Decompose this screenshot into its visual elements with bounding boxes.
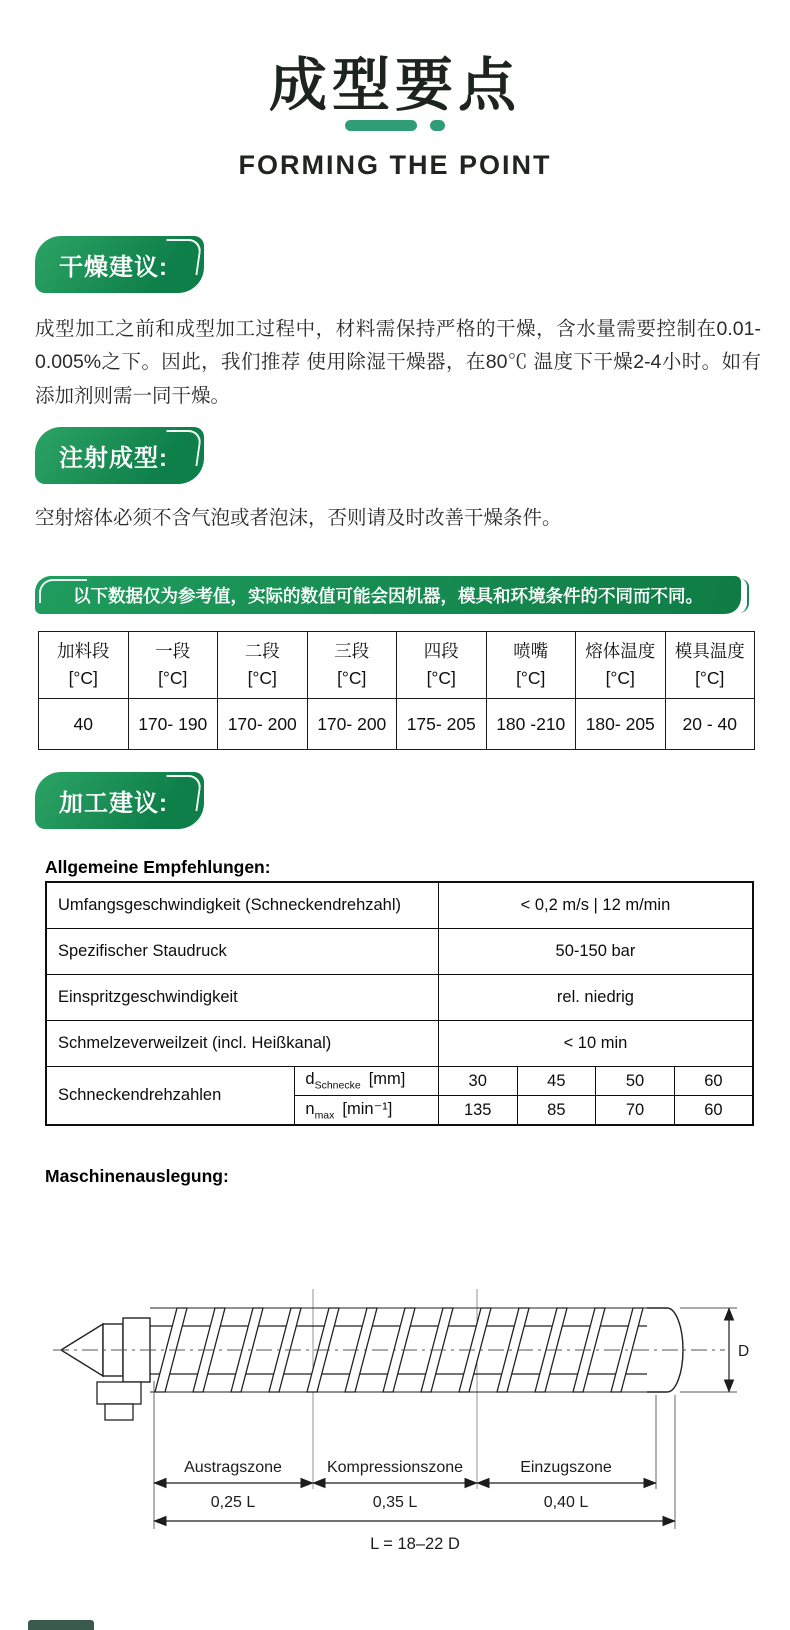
injection-paragraph: 空射熔体必须不含气泡或者泡沫，否则请及时改善干燥条件。 (35, 506, 562, 529)
next-section-partial (28, 1620, 94, 1630)
temp-col-header: 一段 [°C] (128, 632, 218, 699)
divider-dot-icon (430, 120, 445, 131)
recommendation-label: Einspritzgeschwindigkeit (46, 975, 438, 1021)
screw-diagram (35, 1283, 755, 1561)
processing-section-badge (35, 772, 204, 829)
screw-step-block (97, 1382, 141, 1404)
temp-value: 170- 200 (307, 699, 397, 750)
recommendation-value: 50-150 bar (438, 929, 753, 975)
machine-layout-heading: Maschinenauslegung: (45, 1166, 229, 1186)
temp-col-header: 喷嘴 [°C] (486, 632, 576, 699)
screw-rpm-value: 60 (674, 1096, 753, 1126)
temp-value: 180 -210 (486, 699, 576, 750)
screw-speeds-label: Schneckendrehzahlen (46, 1067, 295, 1126)
screw-diameter-value: 50 (596, 1067, 675, 1096)
screw-diameter-value: 60 (674, 1067, 753, 1096)
temperature-header-row (39, 632, 755, 699)
page-subtitle: FORMING THE POINT (238, 150, 552, 180)
recommendation-label: Schmelzeverweilzeit (incl. Heißkanal) (46, 1021, 438, 1067)
processing-badge-label: 加工建议: (59, 790, 168, 817)
temp-col-header: 熔体温度 [°C] (576, 632, 666, 699)
temp-col-header: 三段 [°C] (307, 632, 397, 699)
screw-diameter-param: $d_{Schnecke}$ [mm] (295, 1067, 439, 1096)
injection-badge-label: 注射成型: (59, 445, 168, 472)
recommendation-value: < 10 min (438, 1021, 753, 1067)
drying-section-badge (35, 236, 204, 293)
screw-rpm-value: 85 (517, 1096, 596, 1126)
table-row (46, 975, 753, 1021)
screw-rpm-value: 70 (596, 1096, 675, 1126)
reference-notice-banner (35, 576, 741, 614)
recommendations-table (45, 881, 754, 1126)
drying-badge-label: 干燥建议: (59, 254, 168, 281)
temp-value: 40 (39, 699, 129, 750)
title-divider-icon (0, 120, 790, 131)
table-row (46, 929, 753, 975)
temp-value: 175- 205 (397, 699, 487, 750)
temp-value: 170- 190 (128, 699, 218, 750)
temp-col-header: 四段 [°C] (397, 632, 487, 699)
drying-paragraph: 成型加工之前和成型加工过程中，材料需保持严格的干燥，含水量需要控制在0.01-0.005%之下。因此，我们推荐 使用除湿干燥器，在80℃ 温度下干燥2-4小时。如有添加剂则需一同干燥。 (35, 317, 761, 407)
table-row (46, 882, 753, 929)
zone-length-label: 0,35 L (372, 1494, 418, 1511)
screw-rpm-value: 135 (438, 1096, 517, 1126)
temperature-table (38, 631, 755, 750)
temperature-value-row (39, 699, 755, 750)
overall-length-label: L = 18–22 D (370, 1535, 460, 1553)
temp-value: 20 - 40 (665, 699, 755, 750)
table-row (46, 1067, 753, 1096)
diameter-label: D (738, 1343, 750, 1360)
page-title: 成型要点 (268, 53, 521, 118)
table-row (46, 1021, 753, 1067)
zone-length-label: 0,40 L (543, 1494, 589, 1511)
temp-col-header: 模具温度 [°C] (665, 632, 755, 699)
screw-rpm-param: $n_{max}$ [min⁻¹] (295, 1096, 439, 1126)
screw-diameter-value: 30 (438, 1067, 517, 1096)
recommendation-value: rel. niedrig (438, 975, 753, 1021)
recommendation-value: < 0,2 m/s | 12 m/min (438, 882, 753, 929)
recommendation-label: Umfangsgeschwindigkeit (Schneckendrehzahl) (46, 882, 438, 929)
injection-section-badge (35, 427, 204, 484)
zone-name-label: Einzugszone (520, 1459, 612, 1476)
recommendations-heading: Allgemeine Empfehlungen: (45, 857, 271, 877)
screw-step-block (105, 1404, 133, 1420)
recommendation-label: Spezifischer Staudruck (46, 929, 438, 975)
temp-col-header: 二段 [°C] (218, 632, 308, 699)
zone-length-label: 0,25 L (210, 1494, 256, 1511)
screw-diameter-value: 45 (517, 1067, 596, 1096)
divider-dash-icon (345, 120, 417, 131)
reference-notice-text: 以下数据仅为参考值，实际的数值可能会因机器，模具和环境条件的不同而不同。 (73, 585, 703, 606)
temp-col-header: 加料段 [°C] (39, 632, 129, 699)
zone-name-label: Kompressionszone (326, 1459, 464, 1476)
temp-value: 170- 200 (218, 699, 308, 750)
temp-value: 180- 205 (576, 699, 666, 750)
zone-name-label: Austragszone (184, 1459, 282, 1476)
